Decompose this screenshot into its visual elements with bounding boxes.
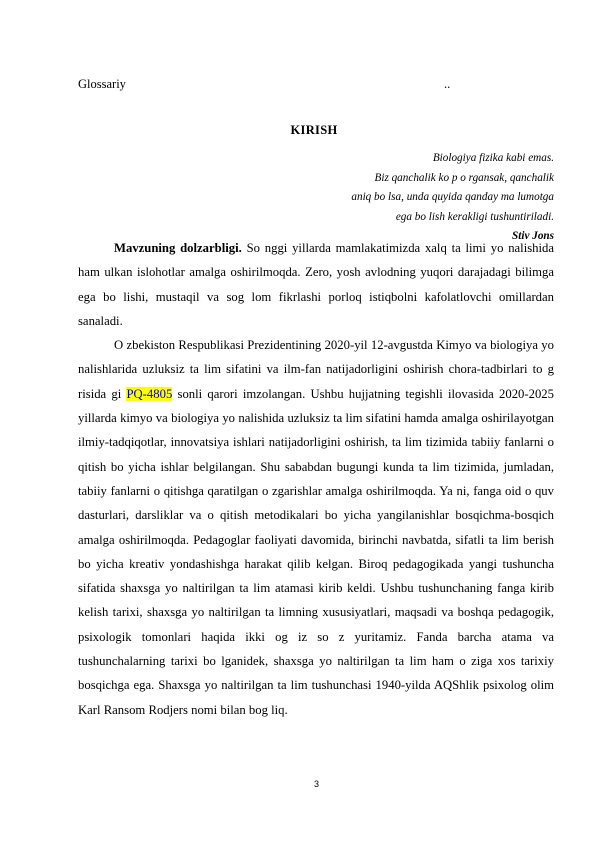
toc-leader-dots: ..	[444, 77, 451, 91]
epigraph-line: Biz qanchalik ko p o rgansak, qanchalik	[374, 171, 554, 184]
section-heading: KIRISH	[290, 123, 338, 137]
epigraph-line: ega bo lish kerakligi tushuntiriladi.	[395, 210, 554, 223]
relevance-label: Mavzuning dolzarbligi.	[114, 241, 242, 255]
body-text	[78, 236, 554, 722]
page-number: 3	[313, 779, 319, 789]
epigraph	[254, 149, 554, 247]
decree-link[interactable]: PQ-4805	[126, 386, 173, 401]
relevance-text: So nggi yillarda mamlakatimizda xalq ta limi yo nalishida ham ulkan islohotlar amalga oshirilmoqda. Zero, yosh avlodning yuqori darajadagi bilimga ega bo lishi, mustaqil va sog lom fikrlashi porloq istiqbolni kafolatlovchi omillardan sanaladi.	[78, 241, 554, 328]
toc-entry[interactable]	[78, 76, 518, 92]
paragraph-relevance	[78, 236, 554, 333]
decree-text-before: O zbekiston Respublikasi Prezidentining 2020-yil 12-avgustda Kimyo va biologiya yo nalishlarida uzluksiz ta lim sifatini va ilm-fan natijadorligini oshirish chora-tadbirlari to g risida gi	[78, 338, 554, 401]
paragraph-decree	[78, 333, 554, 722]
epigraph-line: Biologiya fizika kabi emas.	[432, 152, 554, 164]
epigraph-line: aniq bo lsa, unda quyida qanday ma lumotga	[351, 191, 554, 204]
decree-text-after: sonli qarori imzolangan. Ushbu hujjatning tegishli ilovasida 2020-2025 yillarda kimyo va biologiya yo nalishida uzluksiz ta lim sifatini hamda amalga oshirilayotgan ilmiy-tadqiqotlar, innovatsiya ishlari natijadorligini oshirish, ta lim tizimida tabiiy fanlarni o qitish bo yicha ishlar belgilangan. Shu sababdan bugungi kunda ta lim tizimida, jumladan, tabiiy fanlarni o qitishga qaratilgan o zgarishlar amalga oshirilmoqda. Ya ni, fanga oid o quv dasturlari, darsliklar va o qitish metodikalari bo yicha yangilanishlar bosqichma-bosqich amalga oshirilmoqda. Pedagoglar faoliyati davomida, birinchi navbatda, sifatli ta lim berish bo yicha kreativ yondashishga harakat qilib kelgan. Biroq pedagogikada yangi tushuncha sifatida shaxsga yo naltirilgan ta lim atamasi kirib keldi. Ushbu tushunchaning fanga kirib kelish tarixi, shaxsga yo naltirilgan ta limning xususiyatlari, maqsadi va boshqa pedagogik, psixologik tomonlari haqida ikki og iz so z yuritamiz. Fanda barcha atama va tushunchalarning tarixi bo lganidek, shaxsga yo naltirilgan ta lim ham o ziga xos tarixiy bosqichga ega. Shaxsga yo naltirilgan ta lim tushunchasi 1940-yilda AQShlik psixolog olim Karl Ransom Rodjers nomi bilan bog liq.	[78, 386, 554, 717]
toc-label: Glossariy	[78, 77, 126, 91]
epigraph-author: Stiv Jons	[512, 230, 554, 243]
